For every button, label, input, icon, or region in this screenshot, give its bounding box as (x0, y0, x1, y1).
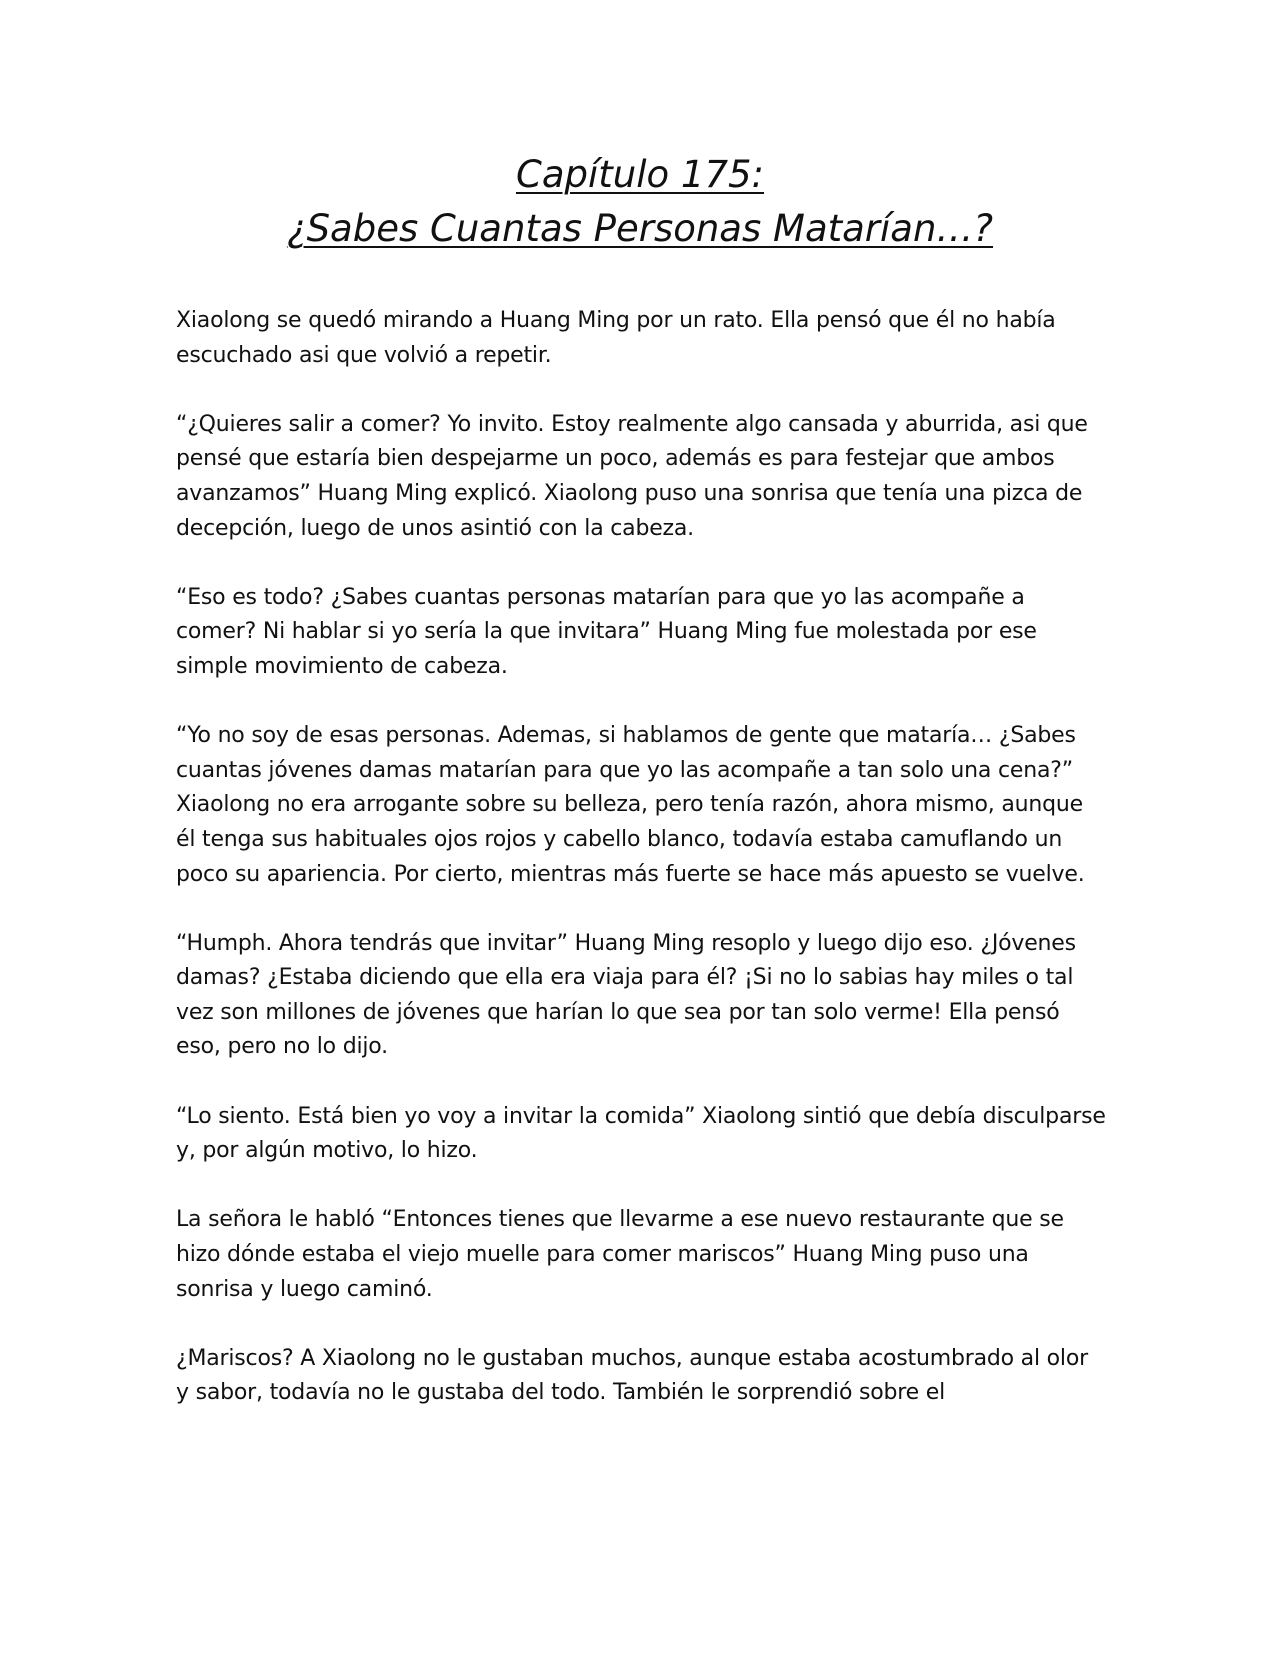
chapter-subtitle: ¿Sabes Cuantas Personas Matarían…? (286, 207, 994, 250)
paragraph-3: “Eso es todo? ¿Sabes cuantas personas matarían para que yo las acompañe a comer? Ni hablar si yo sería la que invitara” Huang Ming fue molestada por ese simple movimiento de cabeza. (176, 584, 1037, 679)
chapter-body (176, 304, 1106, 1446)
paragraph-4: “Yo no soy de esas personas. Ademas, si hablamos de gente que mataría… ¿Sabes cuantas jóvenes damas matarían para que yo las acompañe a tan solo una cena?” Xiaolong no era arrogante sobre su belleza, pero tenía razón, ahora mismo, aunque él tenga sus habituales ojos rojos y cabello blanco, todavía estaba camuflando un poco su apariencia. Por cierto, mientras más fuerte se hace más apuesto se vuelve. (176, 723, 1085, 887)
chapter-title (0, 148, 1280, 256)
paragraph-8: ¿Mariscos? A Xiaolong no le gustaban muchos, aunque estaba acostumbrado al olor y sabor, todavía no le gustaba del todo. También le sorprendió sobre el (176, 1345, 1088, 1406)
paragraph-7: La señora le habló “Entonces tienes que llevarme a ese nuevo restaurante que se hizo dónde estaba el viejo muelle para comer mariscos” Huang Ming puso una sonrisa y luego caminó. (176, 1207, 1064, 1302)
paragraph-5: “Humph. Ahora tendrás que invitar” Huang Ming resoplo y luego dijo eso. ¿Jóvenes damas? ¿Estaba diciendo que ella era viaja para él? ¡Si no lo sabias hay miles o tal vez son millones de jóvenes que harían lo que sea por tan solo verme! Ella pensó eso, pero no lo dijo. (176, 930, 1076, 1060)
chapter-number: Capítulo 175: (516, 153, 764, 196)
paragraph-2: “¿Quieres salir a comer? Yo invito. Estoy realmente algo cansada y aburrida, asi que pensé que estaría bien despejarme un poco, además es para festejar que ambos avanzamos” Huang Ming explicó. Xiaolong puso una sonrisa que tenía una pizca de decepción, luego de unos asintió con la cabeza. (176, 411, 1088, 541)
paragraph-6: “Lo siento. Está bien yo voy a invitar la comida” Xiaolong sintió que debía disculparse y, por algún motivo, lo hizo. (176, 1103, 1106, 1164)
paragraph-1: Xiaolong se quedó mirando a Huang Ming por un rato. Ella pensó que él no había escuchado asi que volvió a repetir. (176, 308, 1056, 368)
